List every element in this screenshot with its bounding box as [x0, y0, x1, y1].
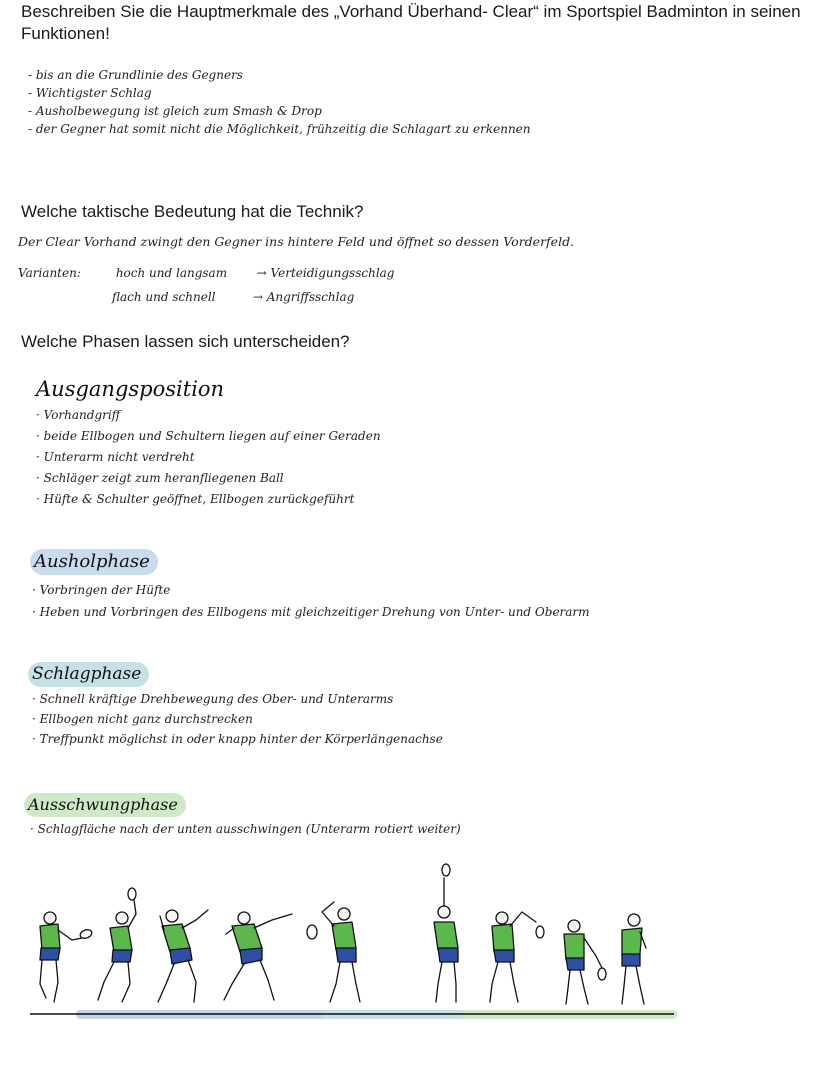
- phase-items: [32, 689, 443, 749]
- variants-label: Varianten:: [18, 266, 81, 280]
- player-figure: [490, 912, 544, 1002]
- player-figure: [622, 914, 646, 1004]
- tactics-answer: Der Clear Vorhand zwingt den Gegner ins hintere Feld und öffnet so dessen Vorderfeld.: [18, 234, 575, 249]
- player-figure: [98, 888, 136, 1002]
- player-figure: [224, 912, 292, 1000]
- phase-item: · beide Ellbogen und Schultern liegen auf einer Geraden: [36, 429, 381, 443]
- phase-title-ausgangsposition: Ausgangsposition: [36, 377, 225, 401]
- highlight: Schlagphase: [28, 662, 149, 687]
- variant-row: [112, 290, 354, 304]
- player-figure: [40, 912, 93, 1002]
- phase-items: [30, 819, 461, 839]
- question-3: Welche Phasen lassen sich unterscheiden?: [21, 332, 350, 351]
- answer-line: - Ausholbewegung ist gleich zum Smash & Drop: [28, 104, 322, 118]
- phase-title-ausholphase: [30, 551, 158, 572]
- variant-row: [18, 266, 395, 280]
- phase-title-schlagphase: [28, 664, 149, 684]
- phase-item: · Vorhandgriff: [36, 408, 121, 422]
- phase-item: · Heben und Vorbringen des Ellbogens mit gleichzeitiger Drehung von Unter- und Oberarm: [32, 605, 590, 619]
- phase-items: [36, 405, 381, 510]
- phase-item: · Hüfte & Schulter geöffnet, Ellbogen zurückgeführt: [36, 492, 355, 506]
- phase-item: · Vorbringen der Hüfte: [32, 583, 171, 597]
- variant-result: Angriffsschlag: [266, 290, 355, 304]
- answer-line: - bis an die Grundlinie des Gegners: [28, 68, 243, 82]
- variant-desc: flach und schnell: [112, 290, 216, 304]
- player-figure: [307, 902, 360, 1002]
- phase-item: · Unterarm nicht verdreht: [36, 450, 195, 464]
- arrow-icon: →: [252, 290, 263, 304]
- question-1: Beschreiben Sie die Hauptmerkmale des „Vorhand Überhand- Clear“ im Sportspiel Badminton in seinen Funktionen!: [21, 2, 801, 43]
- phase-item: · Ellbogen nicht ganz durchstrecken: [32, 712, 253, 726]
- phase-item: · Schnell kräftige Drehbewegung des Ober- und Unterarms: [32, 692, 394, 706]
- variant-desc: hoch und langsam: [115, 266, 228, 280]
- phase-title-ausschwungphase: [24, 795, 186, 814]
- stroke-sequence-illustration: [0, 856, 828, 1036]
- question-1-answers: [28, 66, 531, 138]
- variant-result: Verteidigungsschlag: [270, 266, 395, 280]
- highlight: Ausholphase: [30, 549, 158, 575]
- arrow-icon: →: [256, 266, 267, 280]
- player-figure: [158, 910, 208, 1002]
- phase-item: · Schläger zeigt zum heranfliegenen Ball: [36, 471, 284, 485]
- answer-line: - Wichtigster Schlag: [28, 86, 152, 100]
- phase-items: [32, 579, 590, 623]
- question-2: Welche taktische Bedeutung hat die Technik?: [21, 202, 364, 221]
- phase-item: · Treffpunkt möglichst in oder knapp hinter der Körperlängenachse: [32, 732, 443, 746]
- highlight: Ausschwungphase: [24, 793, 186, 817]
- player-figure: [434, 864, 458, 1002]
- player-figure: [564, 920, 606, 1004]
- phase-item: · Schlagfläche nach der unten ausschwingen (Unterarm rotiert weiter): [30, 822, 461, 836]
- answer-line: - der Gegner hat somit nicht die Möglichkeit, frühzeitig die Schlagart zu erkennen: [28, 122, 531, 136]
